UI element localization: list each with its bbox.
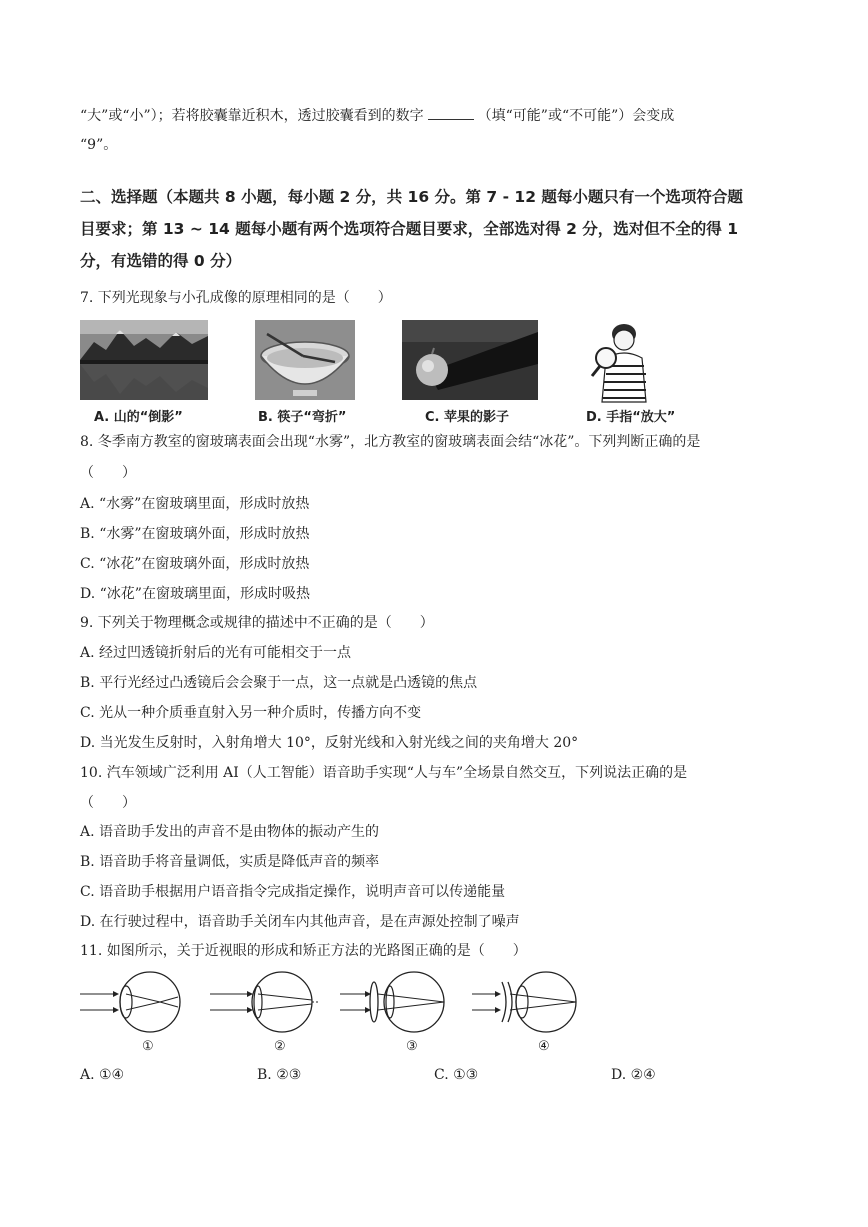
- q10-option-d[interactable]: D. 在行驶过程中，语音助手关闭车内其他声音，是在声源处控制了噪声: [80, 914, 520, 930]
- q8-option-c[interactable]: C. “冰花”在窗玻璃外面，形成时放热: [80, 556, 310, 572]
- q11-option-c[interactable]: C. ①③: [434, 1067, 479, 1083]
- q9-option-d[interactable]: D. 当光发生反射时，入射角增大 10°，反射光线和入射光线之间的夹角增大 20°: [80, 735, 579, 751]
- section-header-line-1: 二、选择题（本题共 8 小题，每小题 2 分，共 16 分。第 7 - 12 题每小题只有一个选项符合题: [80, 188, 743, 206]
- q11-option-b[interactable]: B. ②③: [257, 1067, 302, 1083]
- q11-stem: 11. 如图所示，关于近视眼的形成和矫正方法的光路图正确的是（ ）: [80, 943, 527, 959]
- q7-stem: 7. 下列光现象与小孔成像的原理相同的是（ ）: [80, 290, 392, 306]
- q10-stem: 10. 汽车领域广泛利用 AI（人工智能）语音助手实现“人与车”全场景自然交互，下列说法正确的是: [80, 765, 688, 781]
- eye-diagram-1: [80, 972, 180, 1032]
- q9-option-a[interactable]: A. 经过凹透镜折射后的光有可能相交于一点: [80, 645, 352, 661]
- q7-caption-d: D. 手指“放大”: [586, 410, 676, 425]
- section-header-line-3: 分，有选错的得 0 分）: [80, 252, 242, 270]
- q10-paren: （ ）: [80, 795, 136, 811]
- q11-option-a[interactable]: A. ①④: [80, 1067, 125, 1083]
- q11-option-d[interactable]: D. ②④: [611, 1067, 656, 1083]
- q10-option-c[interactable]: C. 语音助手根据用户语音指令完成指定操作，说明声音可以传递能量: [80, 884, 506, 900]
- q9-option-c[interactable]: C. 光从一种介质垂直射入另一种介质时，传播方向不变: [80, 705, 422, 721]
- q7-caption-a: A. 山的“倒影”: [94, 410, 183, 425]
- q8-option-b[interactable]: B. “水雾”在窗玻璃外面，形成时放热: [80, 526, 310, 542]
- answer-blank[interactable]: [428, 105, 474, 120]
- q8-option-a[interactable]: A. “水雾”在窗玻璃里面，形成时放热: [80, 496, 310, 512]
- q8-paren: （ ）: [80, 465, 136, 481]
- q10-option-b[interactable]: B. 语音助手将音量调低，实质是降低声音的频率: [80, 854, 380, 870]
- q9-stem: 9. 下列关于物理概念或规律的描述中不正确的是（ ）: [80, 615, 434, 631]
- q7-caption-b: B. 筷子“弯折”: [258, 410, 347, 425]
- section-header-line-2: 目要求；第 13 ~ 14 题每小题有两个选项符合题目要求，全部选对得 2 分，选对但不全的得 1: [80, 220, 738, 238]
- intro-line-1: “大”或“小”）；若将胶囊靠近积木，透过胶囊看到的数字 （填“可能”或“不可能”）会变成: [80, 105, 674, 126]
- q9-option-b[interactable]: B. 平行光经过凸透镜后会会聚于一点，这一点就是凸透镜的焦点: [80, 675, 478, 691]
- diagram-label-1: ①: [142, 1039, 154, 1054]
- magnifier-boy-image: [580, 318, 662, 404]
- eye-diagram-2: [210, 972, 320, 1032]
- eye-diagram-4: [472, 972, 576, 1032]
- diagram-label-3: ③: [406, 1039, 418, 1054]
- eye-ray-diagrams: [80, 970, 600, 1036]
- apple-shadow-image: [402, 320, 538, 400]
- q7-caption-c: C. 苹果的影子: [425, 410, 510, 425]
- q8-stem: 8. 冬季南方教室的窗玻璃表面会出现“水雾”，北方教室的窗玻璃表面会结“冰花”。下列判断正确的是: [80, 434, 701, 450]
- chopsticks-bowl-image: [255, 320, 355, 400]
- eye-diagram-3: [340, 972, 444, 1032]
- diagram-label-4: ④: [538, 1039, 550, 1054]
- diagram-label-2: ②: [274, 1039, 286, 1054]
- q8-option-d[interactable]: D. “冰花”在窗玻璃里面，形成时吸热: [80, 586, 310, 602]
- mountain-reflection-image: [80, 320, 208, 400]
- q10-option-a[interactable]: A. 语音助手发出的声音不是由物体的振动产生的: [80, 824, 380, 840]
- intro-line-2: “9”。: [80, 137, 118, 153]
